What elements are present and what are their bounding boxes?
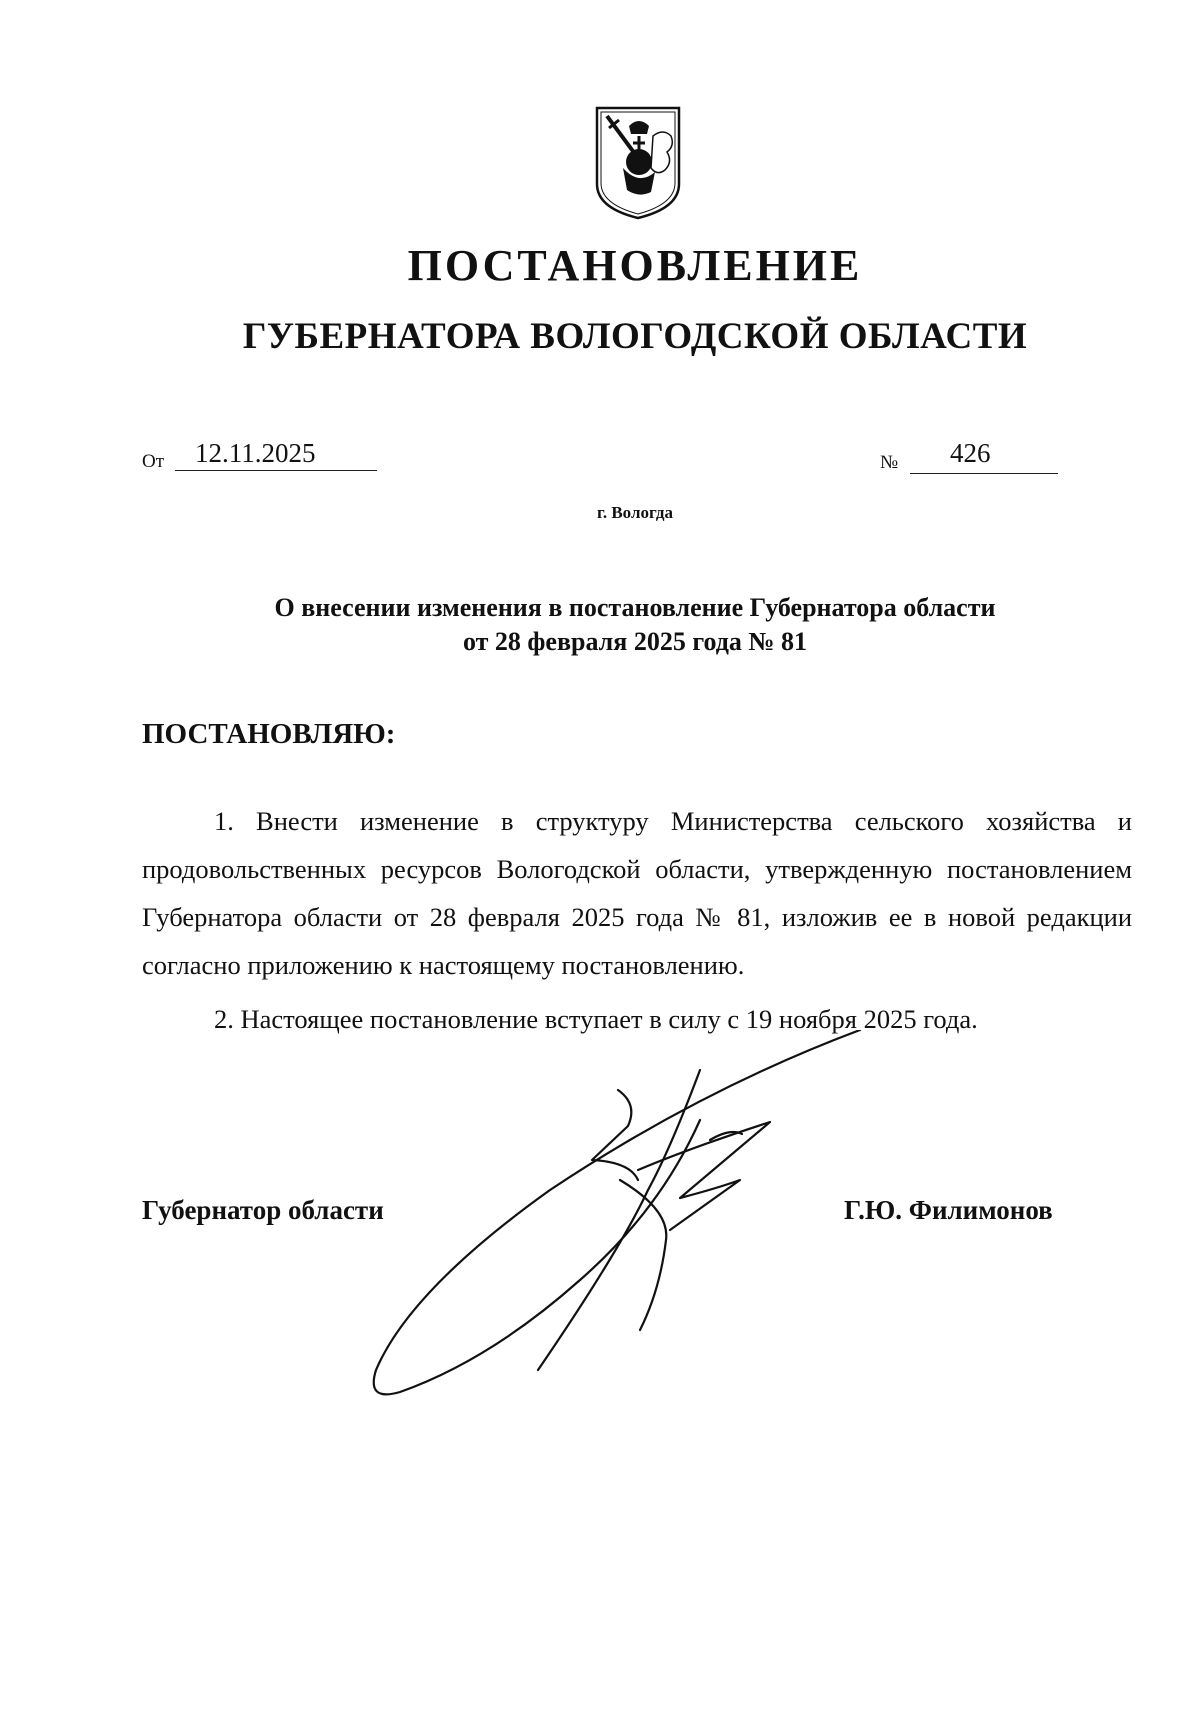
paragraph-1: 1. Внести изменение в структуру Министерства сельского хозяйства и продовольственных ресурсов Вологодской области, утвержденную постановлением Губернатора области от 28 февраля 2025 года № 81, изложив ее в новой редакции согласно приложению к настоящему постановлению. xyxy=(142,806,1132,980)
number-underline xyxy=(910,473,1058,474)
signatory-name: Г.Ю. Филимонов xyxy=(844,1195,1053,1225)
document-subtitle: ГУБЕРНАТОРА ВОЛОГОДСКОЙ ОБЛАСТИ xyxy=(242,316,1028,357)
document-number: 426 xyxy=(950,438,991,468)
document-title: ПОСТАНОВЛЕНИЕ xyxy=(407,241,863,290)
city: г. Вологда xyxy=(597,503,673,522)
signatory-position: Губернатор области xyxy=(142,1195,384,1225)
date-underline xyxy=(175,470,377,471)
number-label: № xyxy=(880,452,899,473)
subject-line-2: от 28 февраля 2025 года № 81 xyxy=(462,627,808,656)
coat-of-arms-icon xyxy=(593,106,683,220)
document-subject xyxy=(0,591,1200,659)
decree-heading: ПОСТАНОВЛЯЮ: xyxy=(142,718,396,750)
subject-line-1: О внесении изменения в постановление Губернатора области xyxy=(274,593,996,622)
document-date: 12.11.2025 xyxy=(195,438,316,468)
date-label: От xyxy=(142,451,165,472)
paragraph-2: 2. Настоящее постановление вступает в силу с 19 ноября 2025 года. xyxy=(214,1004,978,1034)
